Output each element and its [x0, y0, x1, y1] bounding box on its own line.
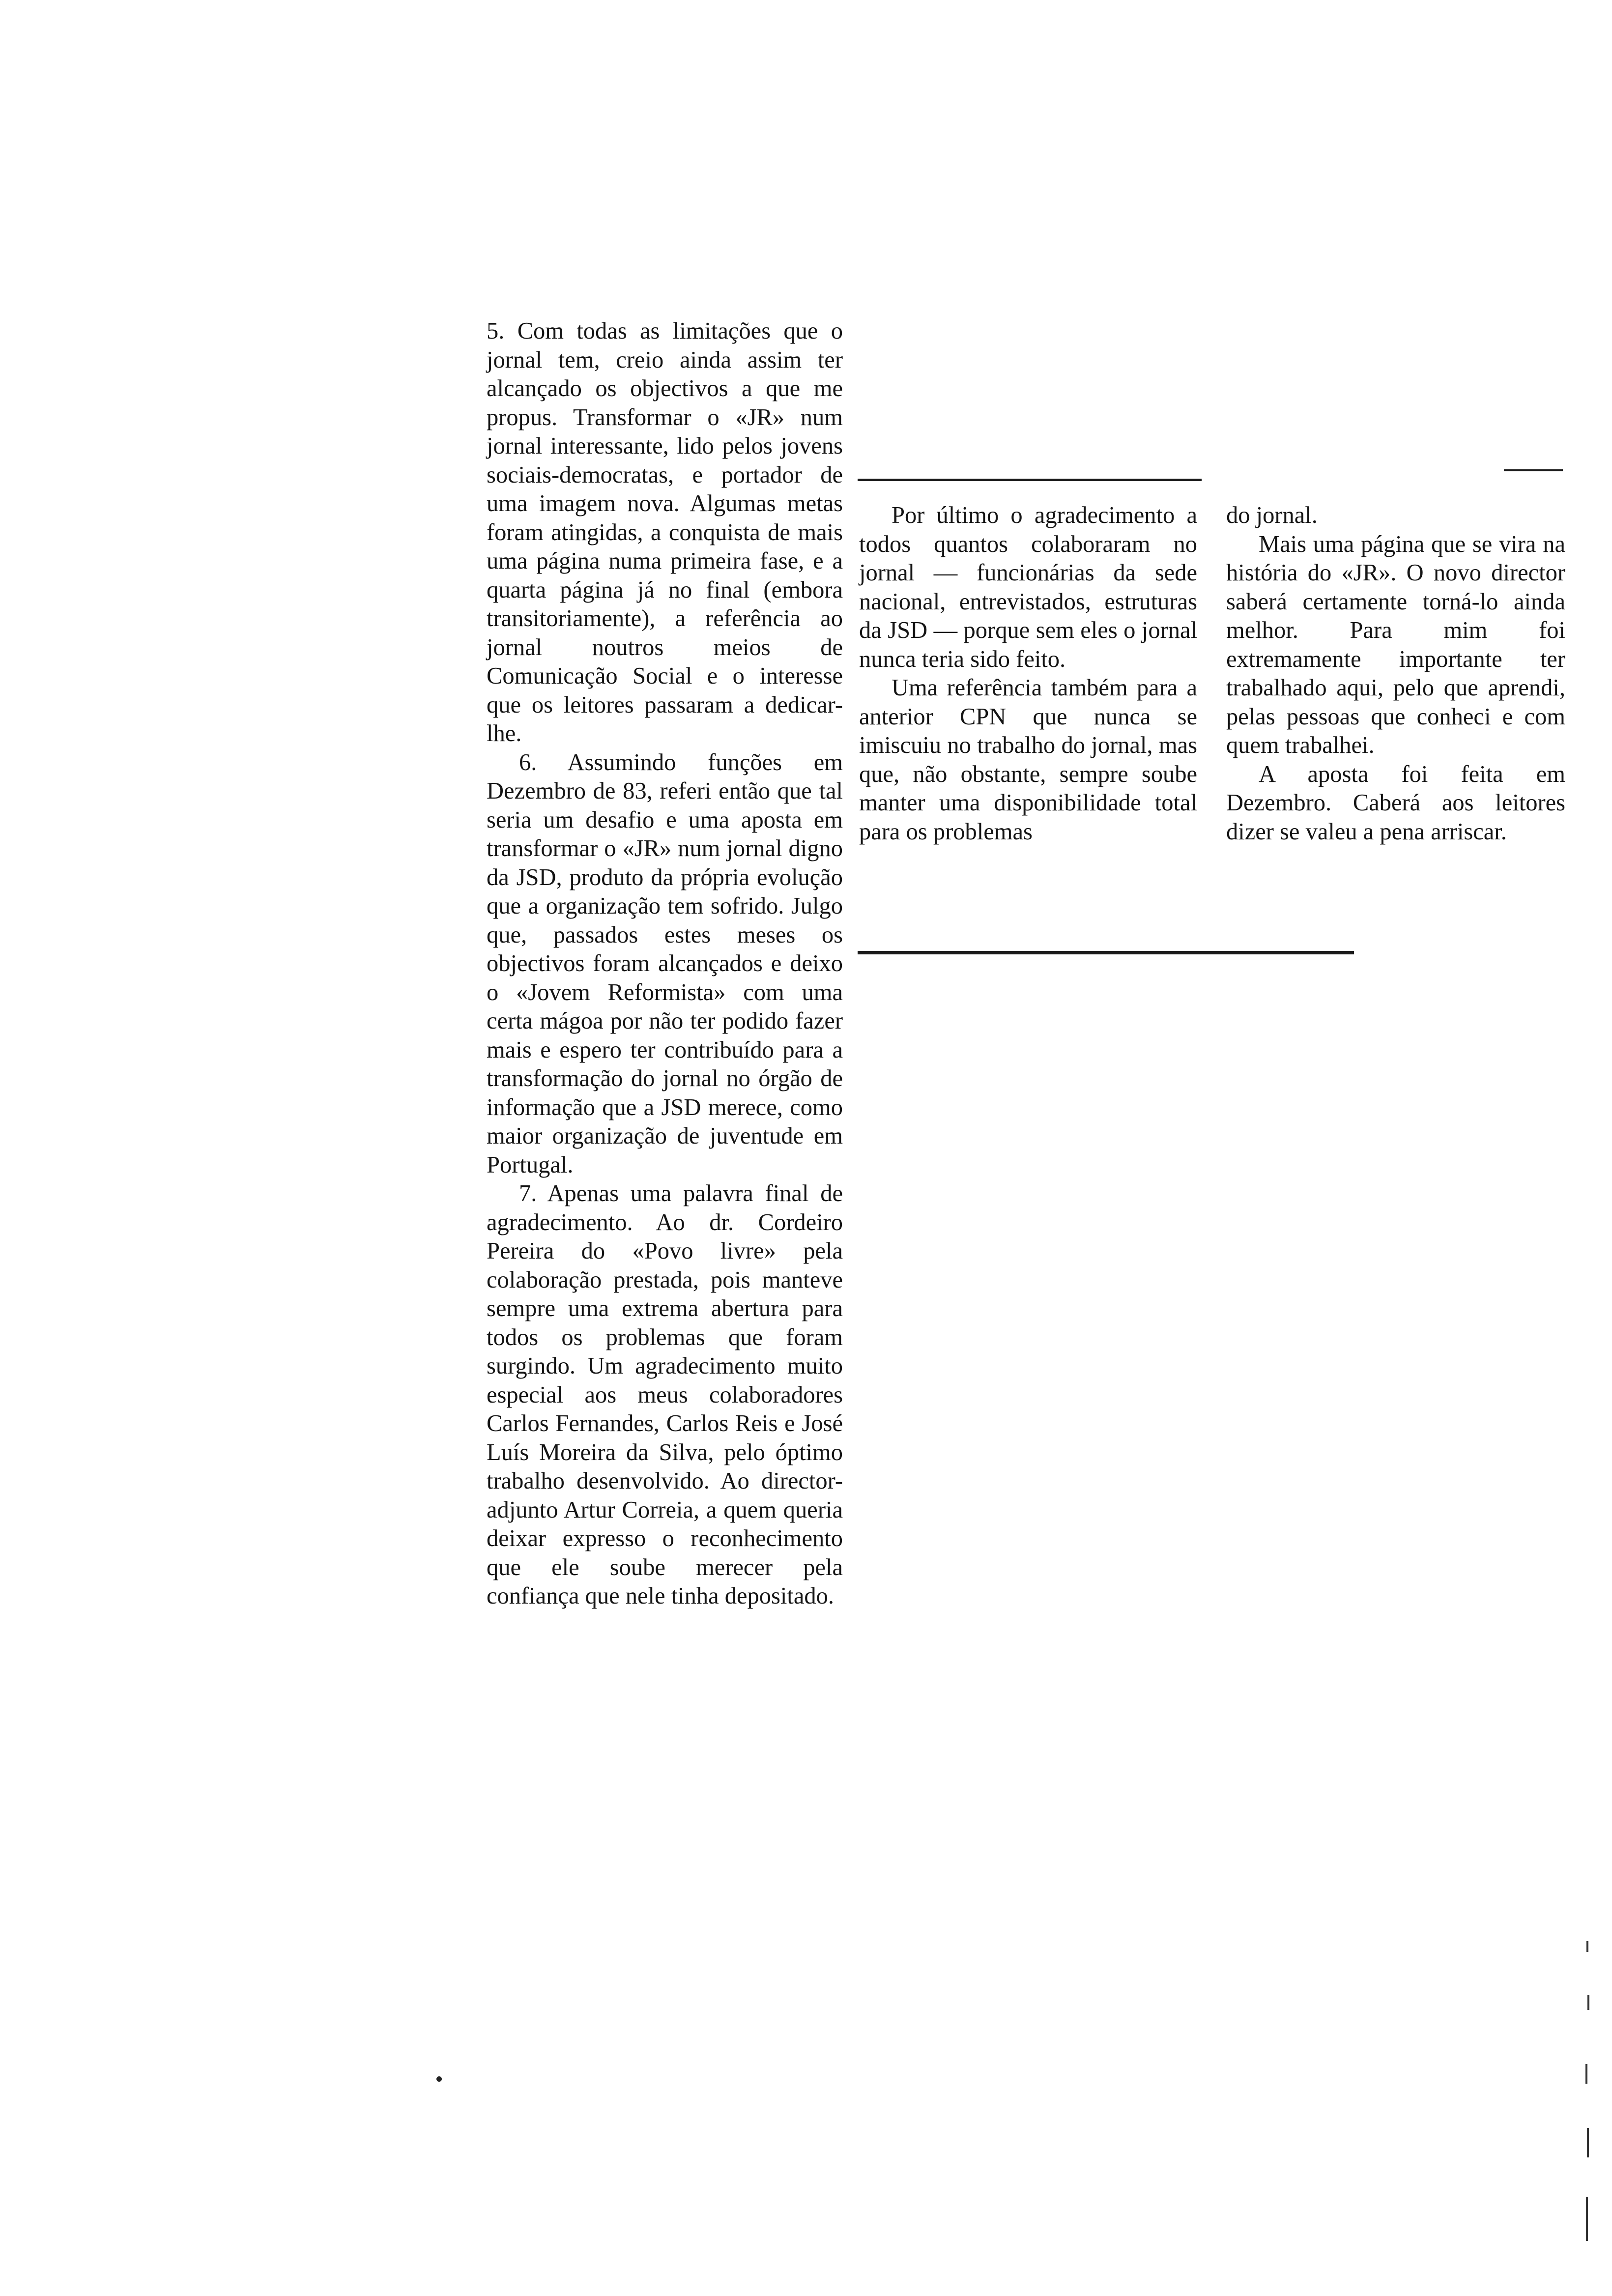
article-column-2	[859, 501, 1197, 846]
article-column-1	[487, 317, 843, 1611]
scan-edge-mark	[1587, 2128, 1589, 2157]
column-rule-bottom	[858, 951, 1354, 954]
column-rule-top-right	[1504, 469, 1563, 471]
paragraph-7: 7. Apenas uma palavra final de agradecimento. Ao dr. Cordeiro Pereira do «Povo livre» pela colaboração prestada, pois manteve sempre uma extrema abertura para todos os problemas que foram surgindo. Um agradecimento muito especial aos meus colaboradores Carlos Fernandes, Carlos Reis e José Luís Moreira da Silva, pelo óptimo trabalho desenvolvido. Ao director-adjunto Artur Correia, a quem queria deixar expresso o reconhecimento que ele soube merecer pela confiança que nele tinha depositado.	[487, 1180, 843, 1609]
article-column-3	[1226, 501, 1565, 846]
scan-edge-mark	[1587, 1995, 1589, 2010]
scan-edge-mark	[1586, 2197, 1588, 2241]
scan-edge-mark	[1586, 1941, 1588, 1952]
paragraph-thanks: Por último o agradecimento a todos quantos colaboraram no jornal — funcionárias da sede nacional, entrevistados, estruturas da JSD — porque sem eles o jornal nunca teria sido feito.	[859, 502, 1197, 672]
paragraph-6: 6. Assumindo funções em Dezembro de 83, referi então que tal seria um desafio e uma aposta em transformar o «JR» num jornal digno da JSD, produto da própria evolução que a organização tem sofrido. Julgo que, passados estes meses os objectivos foram alcançados e deixo o «Jovem Reformista» com uma certa mágoa por não ter podido fazer mais e espero ter contribuído para a transformação do jornal no órgão de informação que a JSD merece, como maior organização de juventude em Portugal.	[487, 749, 843, 1178]
scan-edge-mark	[1585, 2064, 1587, 2084]
paragraph-new-director: Mais uma página que se vira na história do «JR». O novo director saberá certamente torná-lo ainda melhor. Para mim foi extremamente importante ter trabalhado aqui, pelo que aprendi, pelas pessoas que conheci e com quem trabalhei.	[1226, 531, 1565, 758]
paragraph-continuation: do jornal.	[1226, 502, 1318, 528]
paragraph-cpn: Uma referência também para a anterior CPN que nunca se imiscuiu no trabalho do jornal, mas que, não obstante, sempre soube manter uma disponibilidade total para os problemas	[859, 675, 1197, 845]
paragraph-bet: A aposta foi feita em Dezembro. Caberá aos leitores dizer se valeu a pena arriscar.	[1226, 761, 1565, 845]
column-rule-top	[858, 479, 1202, 481]
paragraph-5: 5. Com todas as limitações que o jornal tem, creio ainda assim ter alcançado os objectivos a que me propus. Transformar o «JR» num jornal interessante, lido pelos jovens sociais-democratas, e portador de uma imagem nova. Algumas metas foram atingidas, a conquista de mais uma página numa primeira fase, e a quarta página já no final (embora transitoriamente), a referência ao jornal noutros meios de Comunicação Social e o interesse que os leitores passaram a dedicar-lhe.	[487, 318, 843, 746]
scan-speck	[436, 2076, 442, 2082]
